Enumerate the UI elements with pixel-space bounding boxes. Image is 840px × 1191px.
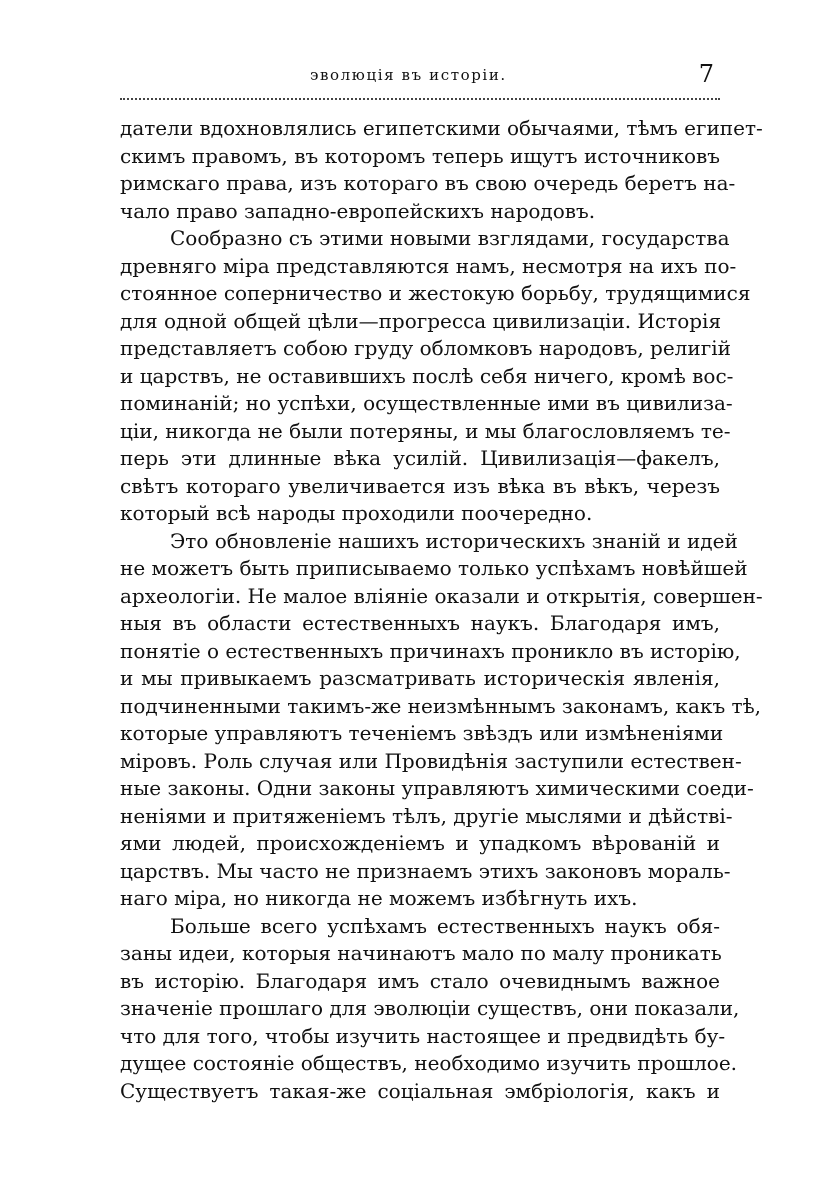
- text-line: Сообразно съ этими новыми взглядами, государства: [170, 226, 730, 250]
- text-line: ныя въ области естественныхъ наукъ. Благодаря имъ,: [120, 611, 720, 635]
- text-line: неніями и притяженіемъ тѣлъ, другіе мыслями и дѣйстві-: [120, 803, 733, 828]
- text-line: понятіе о естественныхъ причинахъ проникло въ исторію,: [120, 638, 741, 663]
- text-line: значеніе прошлаго для эволюціи существъ, они показали,: [120, 996, 740, 1020]
- running-head: [120, 62, 720, 92]
- text-line: поминаній; но успѣхи, осуществленные ими въ цивилиза-: [120, 391, 733, 415]
- text-line: въ исторію. Благодаря имъ стало очевиднымъ важное: [120, 968, 720, 993]
- text-line: стоянное соперничество и жестокую борьбу, трудящимися: [120, 281, 751, 305]
- running-title: эволюція въ исторіи.: [310, 66, 507, 84]
- text-line: который всѣ народы проходили поочередно.: [120, 501, 593, 525]
- text-line: ные законы. Одни законы управляютъ химическими соеди-: [120, 776, 754, 800]
- text-line: датели вдохновлялись египетскими обычаями, тѣмъ египет-: [120, 116, 763, 140]
- text-line: перь эти длинные вѣка усилій. Цивилизація—факелъ,: [120, 446, 720, 470]
- text-line: римскаго права, изъ котораго въ свою очередь беретъ на-: [120, 171, 736, 195]
- text-line: дущее состояніе обществъ, необходимо изучить прошлое.: [120, 1051, 738, 1075]
- text-line: что для того, чтобы изучить настоящее и предвидѣть бу-: [120, 1023, 726, 1048]
- text-line: ціи, никогда не были потеряны, и мы благословляемъ те-: [120, 418, 731, 443]
- header-rule: [120, 94, 720, 100]
- text-line: не можетъ быть приписываемо только успѣхамъ новѣйшей: [120, 556, 748, 580]
- text-line: скимъ правомъ, въ которомъ теперь ищутъ источниковъ: [120, 143, 720, 168]
- text-line: древняго міра представляются намъ, несмотря на ихъ по-: [120, 253, 737, 278]
- text-line: чало право западно-европейскихъ народовъ.: [120, 198, 596, 223]
- text-line: и царствъ, не оставившихъ послѣ себя ничего, кромѣ вос-: [120, 363, 734, 388]
- text-line: Существуетъ такая-же соціальная эмбріологія, какъ и: [120, 1078, 720, 1103]
- text-line: археологіи. Не малое вліяніе оказали и открытія, совершен-: [120, 583, 763, 608]
- text-line: ями людей, происхожденіемъ и упадкомъ вѣрованій и: [120, 831, 720, 855]
- text-line: свѣтъ котораго увеличивается изъ вѣка въ вѣкъ, черезъ: [120, 473, 720, 498]
- text-line: и мы привыкаемъ разсматривать историческія явленія,: [120, 666, 720, 690]
- text-line: наго міра, но никогда не можемъ избѣгнуть ихъ.: [120, 886, 638, 910]
- text-line: Это обновленіе нашихъ историческихъ знаній и идей: [170, 528, 738, 553]
- text-line: которые управляютъ теченіемъ звѣздъ или измѣненіями: [120, 721, 724, 745]
- text-line: для одной общей цѣли—прогресса цивилизаціи. Исторія: [120, 308, 722, 333]
- text-line: представляетъ собою груду обломковъ народовъ, религій: [120, 336, 731, 360]
- body-text: [120, 115, 763, 1105]
- text-line: царствъ. Мы часто не признаемъ этихъ законовъ мораль-: [120, 858, 731, 883]
- page-number: 7: [698, 60, 714, 88]
- text-line: подчиненными такимъ-же неизмѣннымъ законамъ, какъ тѣ,: [120, 693, 762, 718]
- text-line: міровъ. Роль случая или Провидѣнія заступили естествен-: [120, 748, 742, 773]
- text-line: заны идеи, которыя начинаютъ мало по малу проникать: [120, 941, 722, 965]
- text-line: Больше всего успѣхамъ естественныхъ наукъ обя-: [170, 913, 720, 938]
